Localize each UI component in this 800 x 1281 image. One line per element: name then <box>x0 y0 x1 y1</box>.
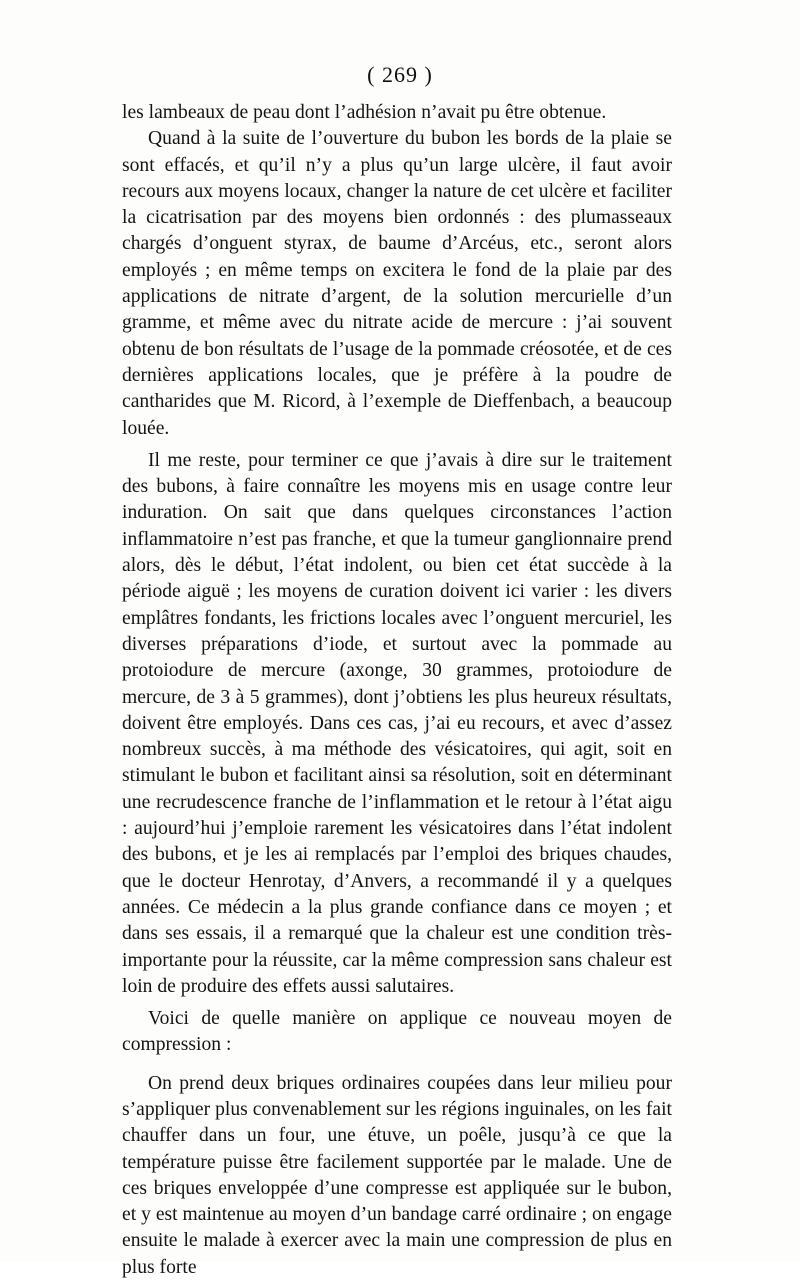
paragraph-bricks-method: On prend deux briques ordinaires coupées dans leur milieu pour s’appliquer plus convenablement sur les régions inguinales, on les fait chauffer dans un four, une étuve, un poêle, jusqu’à ce que la température puisse être facilement supportée par le malade. Une de ces briques enveloppée d’une compresse est appliquée sur le bubon, et y est maintenue au moyen d’un bandage carré ordinaire ; on engage ensuite le malade à exercer avec la main une compression de plus en plus forte <box>122 1072 672 1278</box>
body-text <box>122 100 672 1281</box>
paragraph-continuation: les lambeaux de peau dont l’adhésion n’avait pu être obtenue. <box>122 102 607 123</box>
paragraph-compression-intro: Voici de quelle manière on applique ce nouveau moyen de compression : <box>122 1008 672 1056</box>
paragraph-induration: Il me reste, pour terminer ce que j’avais à dire sur le traitement des bubons, à faire connaître les moyens mis en usage contre leur induration. On sait que dans quelques circonstances l’action inflammatoire n’est pas franche, et que la tumeur ganglionnaire prend alors, dès le début, l’état indolent, ou bien cet état succède à la période aiguë ; les moyens de curation doivent ici varier : les divers emplâtres fondants, les frictions locales avec l’onguent mercuriel, les diverses préparations d’iode, et surtout avec la pommade au protoiodure de mercure (axonge, 30 grammes, protoiodure de mercure, de 3 à 5 grammes), dont j’obtiens les plus heureux résultats, doivent être employés. Dans ces cas, j’ai eu recours, et avec d’assez nombreux succès, à ma méthode des vésicatoires, qui agit, soit en stimulant le bubon et facilitant ainsi sa résolution, soit en déterminant une recrudescence franche de l’inflammation et le retour à l’état aigu : aujourd’hui j’emploie rarement les vésicatoires dans l’état indolent des bubons, et je les ai remplacés par l’emploi des briques chaudes, que le docteur Henrotay, d’Anvers, a recommandé il y a quelques années. Ce médecin a la plus grande confiance dans ce moyen ; et dans ses essais, il a remarqué que la chaleur est une condition très-importante pour la réussite, car la même compression sans chaleur est loin de produire des effets aussi salutaires. <box>122 449 672 997</box>
paragraph-ulcer-treatment: Quand à la suite de l’ouverture du bubon les bords de la plaie se sont effacés, et qu’il n’y a plus qu’un large ulcère, il faut avoir recours aux moyens locaux, changer la nature de cet ulcère et faciliter la cicatrisation par des moyens bien ordonnés : des plumasseaux chargés d’onguent styrax, de baume d’Arcéus, etc., seront alors employés ; en même temps on excitera le fond de la plaie par des applications de nitrate d’argent, de la solution mercurielle d’un gramme, et même avec du nitrate acide de mercure : j’ai souvent obtenu de bon résultats de l’usage de la pommade créosotée, et de ces dernières applications locales, que je préfère à la poudre de cantharides que M. Ricord, à l’exemple de Dieffenbach, a beaucoup louée. <box>122 128 672 439</box>
page-number: ( 269 ) <box>367 62 433 87</box>
